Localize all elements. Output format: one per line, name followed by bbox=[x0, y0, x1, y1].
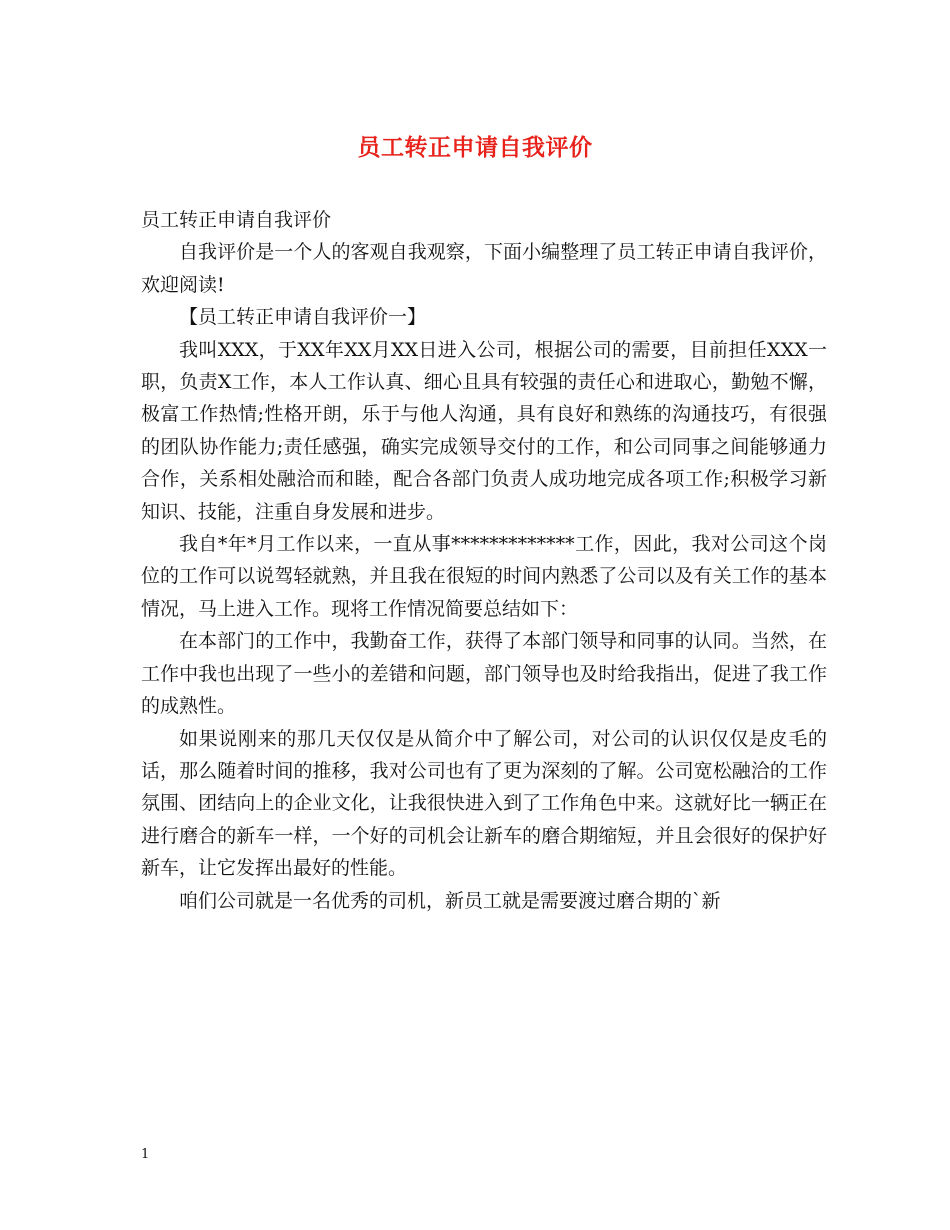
document-title: 员工转正申请自我评价 bbox=[357, 134, 593, 161]
document-body bbox=[141, 204, 827, 917]
section-heading: 【员工转正申请自我评价一】 bbox=[179, 306, 427, 329]
paragraph: 自我评价是一个人的客观自我观察，下面小编整理了员工转正申请自我评价，欢迎阅读! bbox=[141, 241, 827, 296]
page-number: 1 bbox=[141, 1147, 150, 1162]
paragraph: 在本部门的工作中，我勤奋工作，获得了本部门领导和同事的认同。当然，在工作中我也出现了一些小的差错和问题，部门领导也及时给我指出，促进了我工作的成熟性。 bbox=[141, 630, 827, 718]
paragraph: 咱们公司就是一名优秀的司机，新员工就是需要渡过磨合期的`新 bbox=[179, 889, 721, 912]
paragraph: 我叫XXX，于XX年XX月XX日进入公司，根据公司的需要，目前担任XXX一职，负责X工作，本人工作认真、细心且具有较强的责任心和进取心，勤勉不懈，极富工作热情;性格开朗，乐于与他人沟通，具有良好和熟练的沟通技巧，有很强的团队协作能力;责任感强，确实完成领导交付的工作，和公司同事之间能够通力合作，关系相处融洽而和睦，配合各部门负责人成功地完成各项工作;积极学习新知识、技能，注重自身发展和进步。 bbox=[141, 338, 827, 523]
paragraph: 员工转正申请自我评价 bbox=[141, 209, 332, 231]
paragraph: 我自*年*月工作以来，一直从事*************工作，因此，我对公司这个岗位的工作可以说驾轻就熟，并且我在很短的时间内熟悉了公司以及有关工作的基本情况，马上进入工作。现将工作情况简要总结如下： bbox=[141, 533, 827, 620]
paragraph: 如果说刚来的那几天仅仅是从简介中了解公司，对公司的认识仅仅是皮毛的话，那么随着时间的推移，我对公司也有了更为深刻的了解。公司宽松融洽的工作氛围、团结向上的企业文化，让我很快进入到了工作角色中来。这就好比一辆正在进行磨合的新车一样，一个好的司机会让新车的磨合期缩短，并且会很好的保护好新车，让它发挥出最好的性能。 bbox=[141, 727, 827, 880]
